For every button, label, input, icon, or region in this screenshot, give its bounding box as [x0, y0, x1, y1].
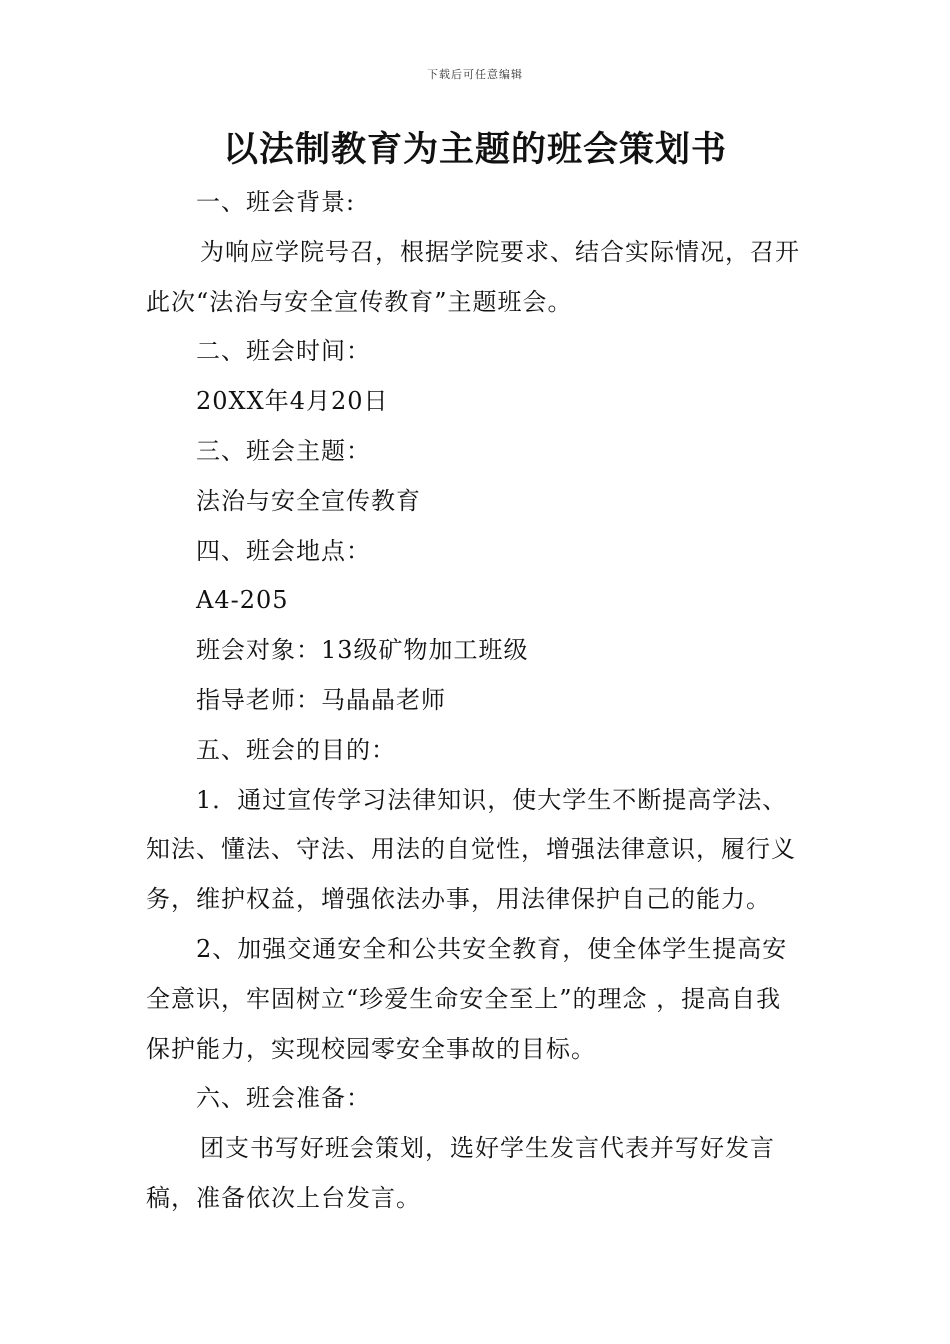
paragraph-background: 为响应学院号召，根据学院要求、结合实际情况，召开此次“法治与安全宣传教育”主题班会。 — [146, 237, 800, 316]
paragraph-purpose-2: 2、加强交通安全和公共安全教育，使全体学生提高安全意识，牢固树立“珍爱生命安全至上”的理念 ，提高自我保护能力，实现校园零安全事故的目标。 — [146, 934, 788, 1063]
header-note: 下载后可任意编辑 — [427, 68, 523, 81]
paragraph-purpose-1: 1．通过宣传学习法律知识，使大学生不断提高学法、知法、懂法、守法、用法的自觉性，增强法律意识，履行义务，维护权益，增强依法办事，用法律保护自己的能力。 — [146, 785, 796, 914]
theme-value: 法治与安全宣传教育 — [196, 486, 421, 515]
time-value: 20XX年4月20日 — [196, 387, 389, 416]
section-heading-purpose: 五、班会的目的： — [196, 735, 396, 764]
section-heading-location: 四、班会地点： — [196, 536, 371, 565]
section-heading-theme: 三、班会主题： — [196, 436, 371, 465]
section-heading-time: 二、班会时间： — [196, 337, 371, 366]
section-heading-preparation: 六、班会准备： — [196, 1084, 371, 1113]
section-heading-background: 一、班会背景: — [196, 188, 356, 216]
location-value: A4-205 — [196, 586, 289, 615]
document-title: 以法制教育为主题的班会策划书 — [222, 130, 727, 170]
document-body — [146, 178, 806, 1224]
advisor-line: 指导老师：马晶晶老师 — [196, 685, 446, 714]
audience-line: 班会对象：13级矿物加工班级 — [196, 636, 529, 665]
paragraph-preparation: 团支书写好班会策划，选好学生发言代表并写好发言稿，准备依次上台发言。 — [146, 1134, 775, 1212]
